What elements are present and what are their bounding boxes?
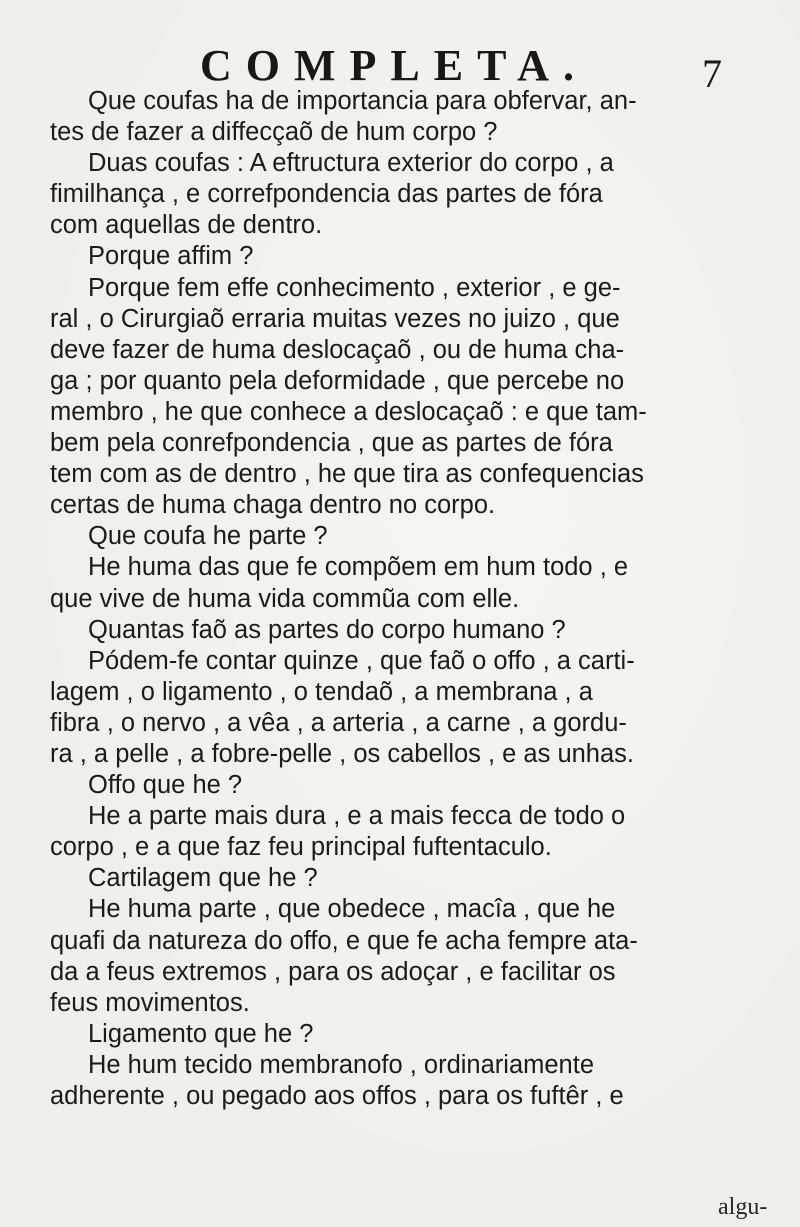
text-line: ral , o Cirurgiaõ erraria muitas vezes no juizo , que xyxy=(50,304,620,333)
page-number: 7 xyxy=(702,51,722,96)
text-line: adherente , ou pegado aos offos , para os fuftêr , e xyxy=(50,1082,624,1110)
text-line: com aquellas de dentro. xyxy=(50,211,323,240)
text-line: He huma das que fe compõem em hum todo , e xyxy=(88,553,629,582)
catchword: algu- xyxy=(718,1194,768,1220)
text-line: Cartilagem que he ? xyxy=(88,864,318,893)
text-line: He huma parte , que obedece , macîa , que he xyxy=(88,895,616,924)
text-line: Duas coufas : A eftructura exterior do corpo , a xyxy=(88,149,614,178)
text-line: tem com as de dentro , he que tira as confequencias xyxy=(50,460,644,489)
text-line: Que coufas ha de importancia para obfervar, an- xyxy=(88,87,637,115)
text-line: deve fazer de huma deslocaçaõ , ou de huma cha- xyxy=(50,335,625,364)
body-text xyxy=(50,86,762,1112)
text-line: membro , he que conhece a deslocaçaõ : e que tam- xyxy=(50,397,647,426)
text-line: ra , a pelle , a fobre-pelle , os cabellos , e as unhas. xyxy=(50,739,635,768)
text-line: Pódem-fe contar quinze , que faõ o offo , a carti- xyxy=(88,646,635,675)
text-line: Porque fem effe conhecimento , exterior , e ge- xyxy=(88,273,621,302)
text-line: Que coufa he parte ? xyxy=(88,522,328,551)
text-line: feus movimentos. xyxy=(50,988,250,1017)
text-line: quafi da natureza do offo, e que fe acha fempre ata- xyxy=(50,926,638,955)
text-line: que vive de huma vida commũa com elle. xyxy=(50,584,520,613)
text-line: da a feus extremos , para os adoçar , e facilitar os xyxy=(50,957,616,986)
text-line: Ligamento que he ? xyxy=(88,1019,314,1048)
text-line: lagem , o ligamento , o tendaõ , a membrana , a xyxy=(50,677,593,706)
text-line: certas de huma chaga dentro no corpo. xyxy=(50,491,496,520)
text-line: Offo que he ? xyxy=(88,771,243,800)
text-line: Quantas faõ as partes do corpo humano ? xyxy=(88,615,566,644)
text-line: corpo , e a que faz feu principal fuftentaculo. xyxy=(50,833,552,862)
text-line: Porque affim ? xyxy=(88,242,254,271)
text-line: ga ; por quanto pela deformidade , que percebe no xyxy=(50,366,625,395)
text-line: bem pela conrefpondencia , que as partes de fóra xyxy=(50,429,613,458)
text-line: tes de fazer a diffecçaõ de hum corpo ? xyxy=(50,118,498,147)
text-line: fimilhança , e correfpondencia das partes de fóra xyxy=(50,180,603,209)
running-title: COMPLETA. xyxy=(200,41,588,90)
text-line: He a parte mais dura , e a mais fecca de todo o xyxy=(88,802,626,831)
text-line: He hum tecido membranofo , ordinariamente xyxy=(88,1050,595,1079)
text-line: fibra , o nervo , a vêa , a arteria , a carne , a gordu- xyxy=(50,708,627,737)
